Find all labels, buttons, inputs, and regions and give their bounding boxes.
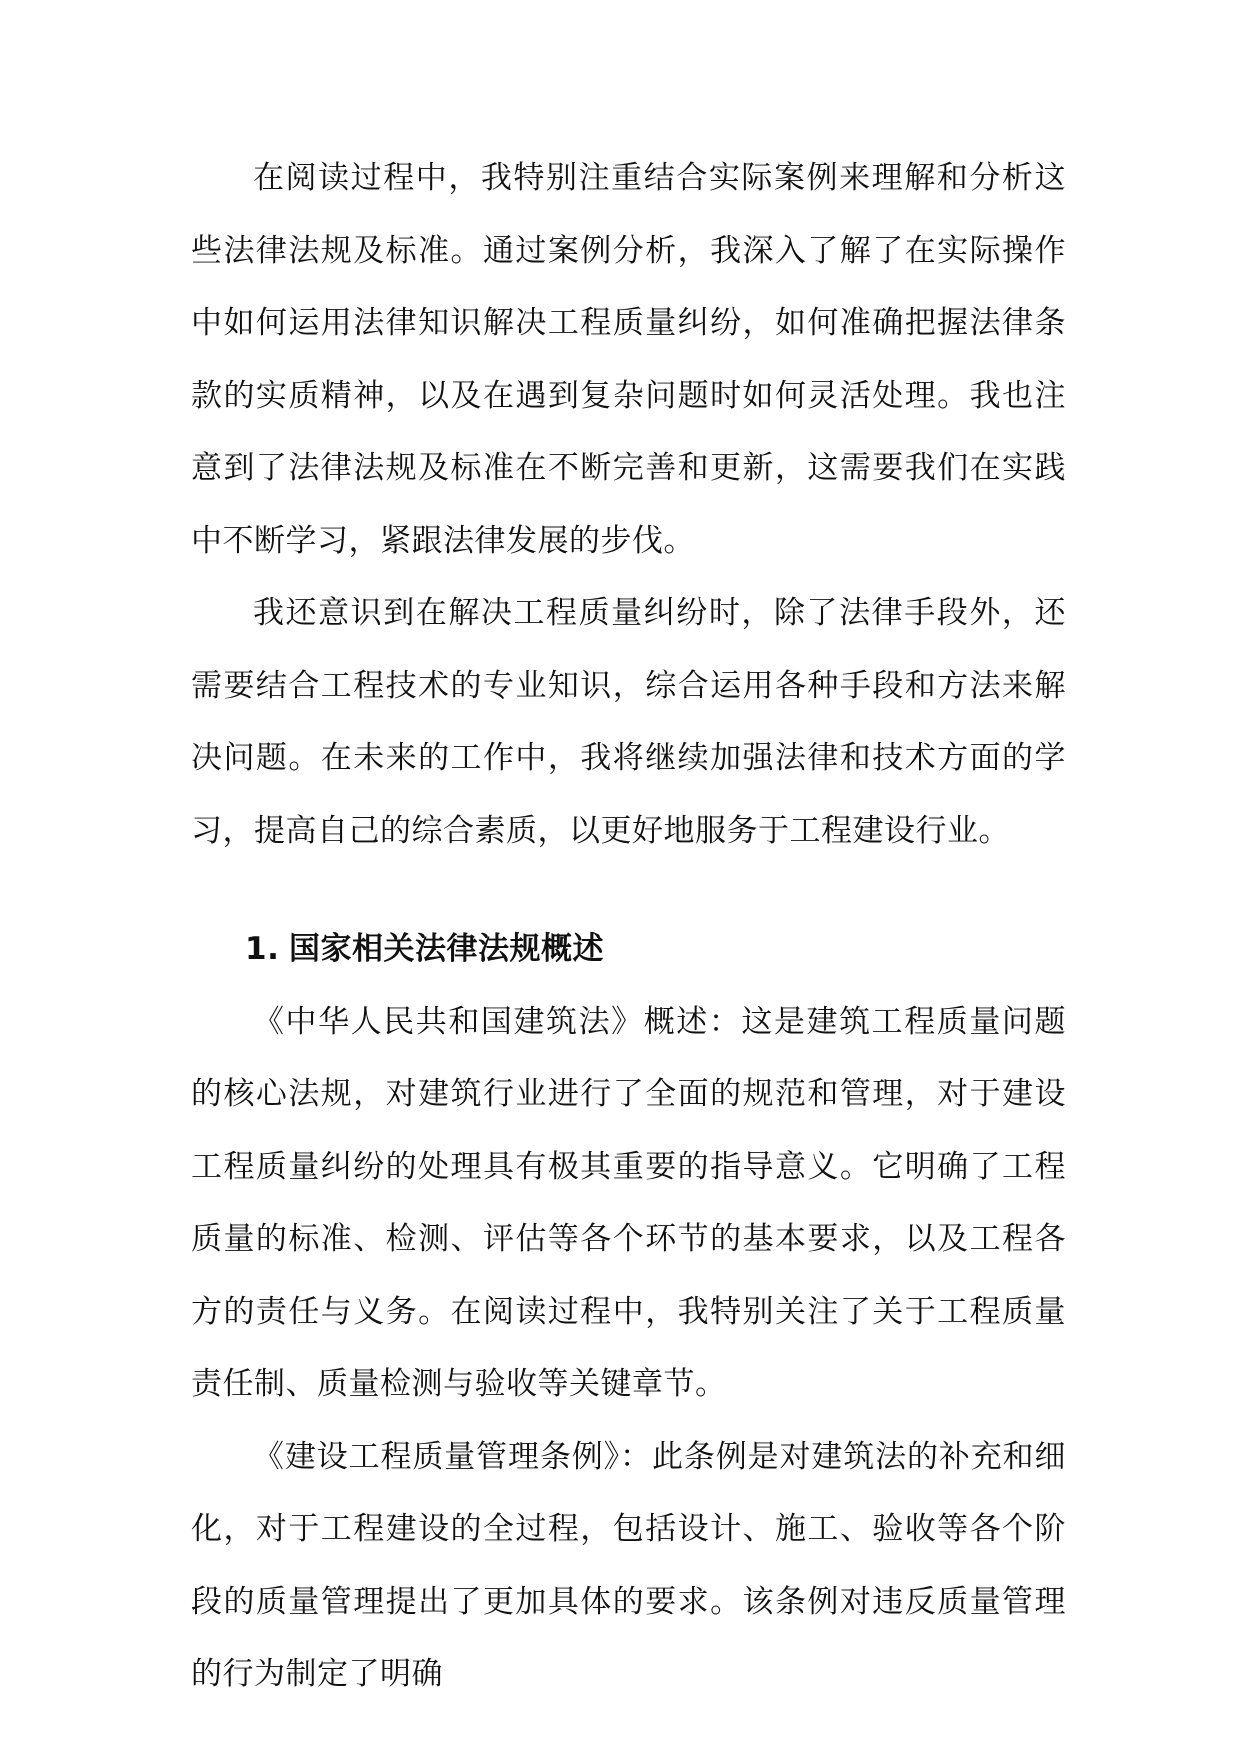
- paragraph-construction-law: 《中华人民共和国建筑法》概述：这是建筑工程质量问题的核心法规，对建筑行业进行了全面的规范和管理，对于建设工程质量纠纷的处理具有极其重要的指导意义。它明确了工程质量的标准、检测、评估等各个环节的基本要求，以及工程各方的责任与义务。在阅读过程中，我特别关注了关于工程质量责任制、质量检测与验收等关键章节。: [191, 1003, 1066, 1402]
- paragraph-quality-regulation: 《建设工程质量管理条例》：此条例是对建筑法的补充和细化，对于工程建设的全过程，包括设计、施工、验收等各个阶段的质量管理提出了更加具体的要求。该条例对违反质量管理的行为制定了明确: [191, 1438, 1066, 1692]
- section-title: 国家相关法律法规概述: [289, 931, 604, 967]
- section-heading: [191, 913, 1066, 986]
- paragraph-case-analysis: 在阅读过程中，我特别注重结合实际案例来理解和分析这些法律法规及标准。通过案例分析，我深入了解了在实际操作中如何运用法律知识解决工程质量纠纷，如何准确把握法律条款的实质精神，以及在遇到复杂问题时如何灵活处理。我也注意到了法律法规及标准在不断完善和更新，这需要我们在实践中不断学习，紧跟法律发展的步伐。: [191, 160, 1066, 559]
- section-number: 1.: [245, 931, 280, 967]
- paragraph-engineering-knowledge: 我还意识到在解决工程质量纠纷时，除了法律手段外，还需要结合工程技术的专业知识，综合运用各种手段和方法来解决问题。在未来的工作中，我将继续加强法律和技术方面的学习，提高自己的综合素质，以更好地服务于工程建设行业。: [191, 595, 1066, 849]
- document-body: [191, 142, 1066, 1711]
